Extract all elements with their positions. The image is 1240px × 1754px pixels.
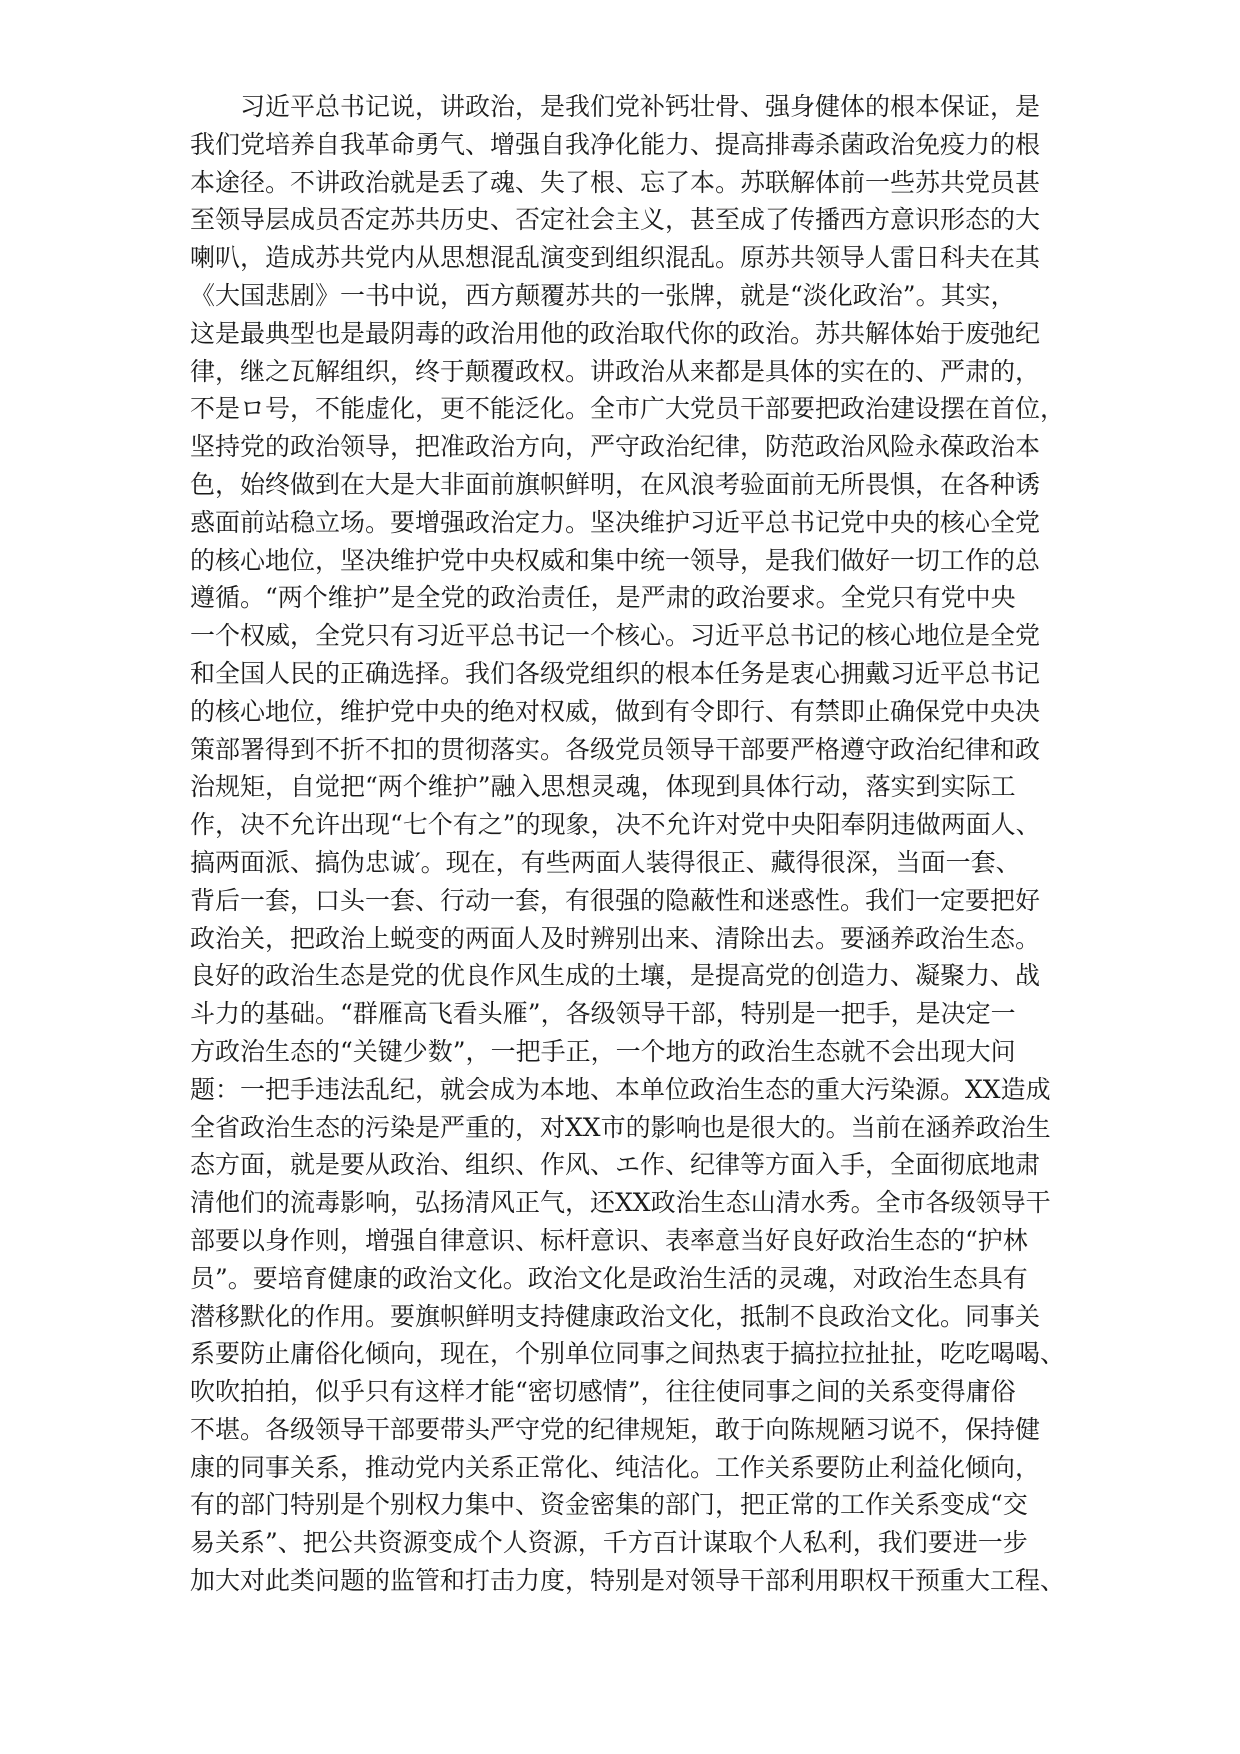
paragraph-line: 的核心地位，坚决维护党中央权威和集中统一领导，是我们做好一切工作的总 — [190, 545, 1041, 575]
paragraph-line: 清他们的流毒影响，弘扬清风正气，还XX政治生态山清水秀。全市各级领导干 — [190, 1188, 1051, 1218]
paragraph-line: 背后一套，口头一套、行动一套，有很强的隐蔽性和迷惑性。我们一定要把好 — [190, 885, 1041, 915]
paragraph-line: 员”。要培育健康的政治文化。政治文化是政治生活的灵魂，对政治生态具有 — [190, 1263, 1028, 1293]
paragraph-line: 不是ロ号，不能虚化，更不能泛化。全市广大党员干部要把政治建设摆在首位， — [190, 394, 1066, 424]
paragraph-line: 作，决不允许出现“七个有之”的现象，决不允许对党中央阳奉阴违做两面人、 — [190, 810, 1041, 840]
paragraph-line: 系要防止庸俗化倾向，现在，个别单位同事之间热衷于搞拉拉扯扯，吃吃喝喝、 — [190, 1339, 1066, 1369]
body-paragraph — [190, 88, 1070, 1600]
paragraph-line: 策部署得到不折不扣的贯彻落实。各级党员领导干部要严格遵守政治纪律和政 — [190, 734, 1041, 764]
paragraph-line: 搞两面派、搞伪忠诚′。现在，有些两面人装得很正、藏得很深，当面一套、 — [190, 847, 1021, 877]
paragraph-line: 全省政治生态的污染是严重的，对XX市的影响也是很大的。当前在涵养政治生 — [190, 1112, 1051, 1142]
paragraph-line: 《大国悲剧》一书中说，西方颠覆苏共的一张牌，就是“淡化政治”。其实， — [190, 280, 1016, 310]
paragraph-line: 部要以身作则，增强自律意识、标杆意识、表率意当好良好政治生态的“护林 — [190, 1225, 1028, 1255]
paragraph-line: 有的部门特别是个别权力集中、资金密集的部门，把正常的工作关系变成“交 — [190, 1490, 1028, 1520]
paragraph-line: 本途径。不讲政治就是丢了魂、失了根、忘了本。苏联解体前一些苏共党员甚 — [190, 167, 1041, 197]
paragraph-line: 康的同事关系，推动党内关系正常化、纯洁化。工作关系要防止利益化倾向， — [190, 1452, 1041, 1482]
paragraph-line: 和全国人民的正确选择。我们各级党组织的根本任务是衷心拥戴习近平总书记 — [190, 658, 1041, 688]
paragraph-line: 这是最典型也是最阴毒的政治用他的政治取代你的政治。苏共解体始于废弛纪 — [190, 318, 1041, 348]
paragraph-line: 吹吹拍拍，似乎只有这样才能“密切感情”，往往使同事之间的关系变得庸俗 — [190, 1377, 1016, 1407]
paragraph-line: 题：一把手违法乱纪，就会成为本地、本单位政治生态的重大污染源。XX造成 — [190, 1074, 1051, 1104]
paragraph-line: 色，始终做到在大是大非面前旗帜鲜明，在风浪考验面前无所畏惧，在各种诱 — [190, 469, 1041, 499]
paragraph-line: 不堪。各级领导干部要带头严守党的纪律规矩，敢于向陈规陋习说不，保持健 — [190, 1414, 1041, 1444]
paragraph-line: 斗力的基础。“群雁高飞看头雁”，各级领导干部，特别是一把手，是决定一 — [190, 999, 1016, 1029]
paragraph-line: 治规矩，自觉把“两个维护”融入思想灵魂，体现到具体行动，落实到实际工 — [190, 772, 1016, 802]
paragraph-line: 至领导层成员否定苏共历史、否定社会主义，甚至成了传播西方意识形态的大 — [190, 205, 1041, 235]
paragraph-line: 良好的政治生态是党的优良作风生成的土壤，是提高党的创造力、凝聚力、战 — [190, 961, 1041, 991]
paragraph-line: 态方面，就是要从政治、组织、作风、エ作、纪律等方面入手，全面彻底地肃 — [190, 1150, 1041, 1180]
paragraph-line: 喇叭，造成苏共党内从思想混乱演变到组织混乱。原苏共领导人雷日科夫在其 — [190, 243, 1041, 273]
paragraph-line: 政治关，把政治上蜕变的两面人及时辨别出来、清除出去。要涵养政治生态。 — [190, 923, 1041, 953]
paragraph-line: 加大对此类问题的监管和打击力度，特别是对领导干部利用职权干预重大工程、 — [190, 1566, 1066, 1596]
paragraph-line: 律，继之瓦解组织，终于颠覆政权。讲政治从来都是具体的实在的、严肃的， — [190, 356, 1041, 386]
paragraph-line: 方政治生态的“关键少数”，一把手正，一个地方的政治生态就不会出现大问 — [190, 1036, 1016, 1066]
paragraph-line: 坚持党的政治领导，把准政治方向，严守政治纪律，防范政治风险永葆政治本 — [190, 432, 1041, 462]
paragraph-line: 惑面前站稳立场。要增强政治定力。坚决维护习近平总书记党中央的核心全党 — [190, 507, 1041, 537]
paragraph-line: 的核心地位，维护党中央的绝对权威，做到有令即行、有禁即止确保党中央决 — [190, 696, 1041, 726]
paragraph-line: 遵循。“两个维护”是全党的政治责任，是严肃的政治要求。全党只有党中央 — [190, 583, 1016, 613]
paragraph-line: 易关系”、把公共资源变成个人资源，千方百计谋取个人私利，我们要进一步 — [190, 1528, 1028, 1558]
paragraph-line: 潜移默化的作用。要旗帜鲜明支持健康政治文化，抵制不良政治文化。同事关 — [190, 1301, 1041, 1331]
paragraph-line: 习近平总书记说，讲政治，是我们党补钙壮骨、强身健体的根本保证，是 — [240, 92, 1041, 121]
paragraph-line: 一个权威，全党只有习近平总书记一个核心。习近平总书记的核心地位是全党 — [190, 621, 1041, 651]
paragraph-line: 我们党培养自我革命勇气、增强自我净化能力、提高排毒杀菌政治免疫力的根 — [190, 129, 1041, 159]
